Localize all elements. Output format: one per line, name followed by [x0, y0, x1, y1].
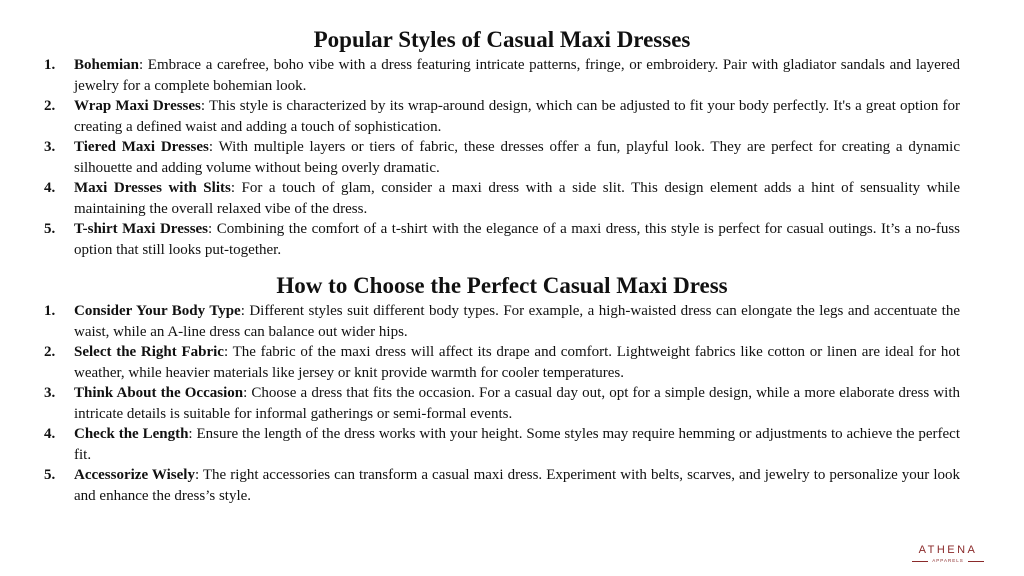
- list-item: [44, 219, 960, 260]
- list-item: [44, 301, 960, 342]
- item-number: 2.: [44, 344, 56, 360]
- item-term: Select the Right Fabric: [74, 344, 224, 360]
- item-term: Wrap Maxi Dresses: [74, 98, 201, 114]
- item-term: Consider Your Body Type: [74, 303, 241, 319]
- list-item: [44, 137, 960, 178]
- item-term: Maxi Dresses with Slits: [74, 180, 231, 196]
- item-text: : Ensure the length of the dress works with your height. Some styles may require hemming or adjustments to achieve the perfect fit.: [74, 426, 960, 463]
- list-item: [44, 96, 960, 137]
- item-text: : The fabric of the maxi dress will affect its drape and comfort. Lightweight fabrics like cotton or linen are ideal for hot weather, while heavier materials like jersey or knit provide warmth for cooler temperatures.: [74, 344, 960, 381]
- item-text: : This style is characterized by its wrap-around design, which can be adjusted to fit your body perfectly. It's a great option for creating a defined waist and adding a touch of sophistication.: [74, 98, 960, 135]
- list-item: [44, 465, 960, 506]
- how-to-choose-list: [44, 301, 960, 506]
- item-term: Think About the Occasion: [74, 385, 244, 401]
- item-number: 1.: [44, 57, 56, 73]
- item-number: 1.: [44, 303, 56, 319]
- item-number: 3.: [44, 139, 56, 155]
- item-text: : Combining the comfort of a t-shirt with the elegance of a maxi dress, this style is perfect for casual outings. It’s a no-fuss option that still looks put-together.: [74, 221, 960, 258]
- item-number: 5.: [44, 221, 56, 237]
- item-term: T-shirt Maxi Dresses: [74, 221, 209, 237]
- popular-styles-list: [44, 55, 960, 260]
- item-text: : The right accessories can transform a casual maxi dress. Experiment with belts, scarves, and jewelry to personalize your look and enhance the dress’s style.: [74, 467, 960, 504]
- list-item: [44, 178, 960, 219]
- logo-divider-left: [912, 561, 928, 562]
- item-number: 4.: [44, 180, 56, 196]
- list-item: [44, 342, 960, 383]
- section-title-popular-styles: Popular Styles of Casual Maxi Dresses: [313, 27, 691, 52]
- item-number: 2.: [44, 98, 56, 114]
- item-term: Check the Length: [74, 426, 189, 442]
- item-term: Accessorize Wisely: [74, 467, 195, 483]
- logo-sub-row: [912, 558, 984, 564]
- logo-sub-text: APPARELS: [932, 558, 964, 563]
- item-text: : Different styles suit different body types. For example, a high-waisted dress can elongate the legs and accentuate the waist, while an A-line dress can balance out wider hips.: [74, 303, 960, 340]
- item-term: Tiered Maxi Dresses: [74, 139, 209, 155]
- item-term: Bohemian: [74, 57, 140, 73]
- section-title-how-to-choose: How to Choose the Perfect Casual Maxi Dress: [276, 273, 728, 298]
- list-item: [44, 55, 960, 96]
- item-text: : For a touch of glam, consider a maxi dress with a side slit. This design element adds a hint of sensuality while maintaining the overall relaxed vibe of the dress.: [74, 180, 960, 217]
- list-item: [44, 383, 960, 424]
- document-page: [44, 26, 960, 506]
- item-number: 3.: [44, 385, 56, 401]
- logo-divider-right: [968, 561, 984, 562]
- item-number: 4.: [44, 426, 56, 442]
- item-text: : Embrace a carefree, boho vibe with a dress featuring intricate patterns, fringe, or embroidery. Pair with gladiator sandals and layered jewelry for a complete bohemian look.: [74, 57, 960, 94]
- list-item: [44, 424, 960, 465]
- item-text: : With multiple layers or tiers of fabric, these dresses offer a fun, playful look. They are perfect for creating a dynamic silhouette and adding volume without being overly dramatic.: [74, 139, 960, 176]
- athena-logo: [912, 544, 984, 564]
- item-number: 5.: [44, 467, 56, 483]
- item-text: : Choose a dress that fits the occasion. For a casual day out, opt for a simple design, while a more elaborate dress with intricate details is suitable for informal gatherings or semi-formal events.: [74, 385, 960, 422]
- logo-brand-text: ATHENA: [918, 544, 978, 556]
